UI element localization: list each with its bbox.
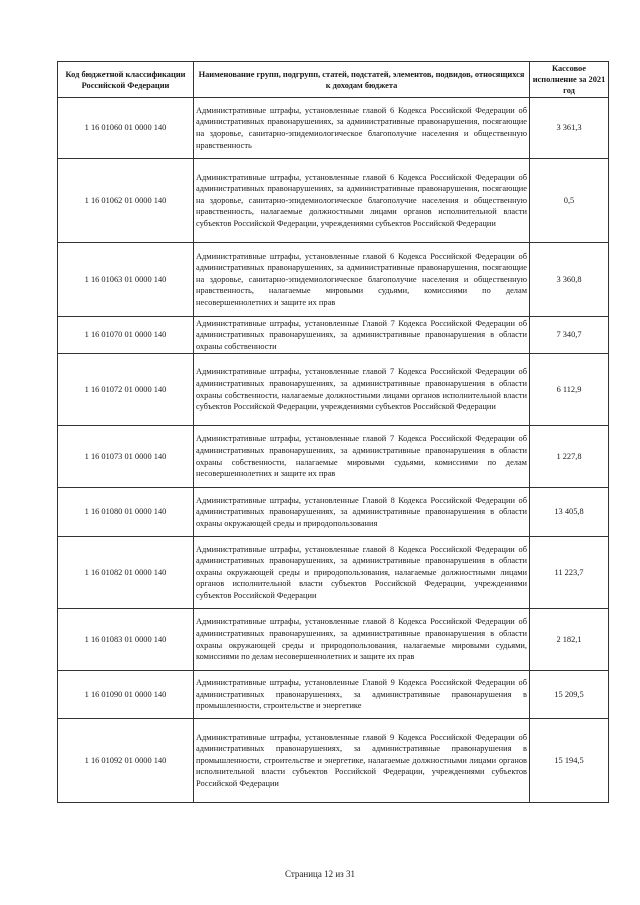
- row-code: 1 16 01082 01 0000 140: [58, 537, 194, 609]
- row-amount: 15 209,5: [530, 671, 609, 719]
- row-amount: 11 223,7: [530, 537, 609, 609]
- header-amount: Кассовое исполнение за 2021 год: [530, 62, 609, 98]
- row-name: Административные штрафы, установленные главой 6 Кодекса Российской Федерации об административных правонарушениях, за административные правонарушения, посягающие на здоровье, санитарно-эпидемиологическое благополучие населения и общественную нравственность, налагаемые мировыми судьями, комиссиями по делам несовершеннолетних и защите их прав: [194, 243, 530, 317]
- row-code: 1 16 01072 01 0000 140: [58, 354, 194, 426]
- table-row: [58, 609, 609, 671]
- row-amount: 3 360,8: [530, 243, 609, 317]
- row-amount: 7 340,7: [530, 317, 609, 354]
- budget-revenue-table: [57, 61, 609, 803]
- table-row: [58, 354, 609, 426]
- row-code: 1 16 01063 01 0000 140: [58, 243, 194, 317]
- header-code: Код бюджетной классификации Российской Федерации: [58, 62, 194, 98]
- row-name: Административные штрафы, установленные главой 7 Кодекса Российской Федерации об административных правонарушениях, за административные правонарушения в области охраны собственности, налагаемые мировыми судьями, комиссиями по делам несовершеннолетних и защите их прав: [194, 426, 530, 488]
- row-amount: 2 182,1: [530, 609, 609, 671]
- row-code: 1 16 01060 01 0000 140: [58, 98, 194, 159]
- row-code: 1 16 01073 01 0000 140: [58, 426, 194, 488]
- table-row: [58, 488, 609, 537]
- table-row: [58, 243, 609, 317]
- row-amount: 6 112,9: [530, 354, 609, 426]
- row-name: Административные штрафы, установленные Главой 8 Кодекса Российской Федерации об административных правонарушениях, за административные правонарушения в области охраны окружающей среды и природопользования: [194, 488, 530, 537]
- row-code: 1 16 01083 01 0000 140: [58, 609, 194, 671]
- row-code: 1 16 01090 01 0000 140: [58, 671, 194, 719]
- row-name: Административные штрафы, установленные главой 8 Кодекса Российской Федерации об административных правонарушениях, за административные правонарушения в области охраны окружающей среды и природопользования, налагаемые должностными лицами органов исполнительной власти субъектов Российской Федерации, учреждениями субъектов Российской Федерации: [194, 537, 530, 609]
- row-name: Административные штрафы, установленные главой 8 Кодекса Российской Федерации об административных правонарушениях, за административные правонарушения в области охраны окружающей среды и природопользования, налагаемые мировыми судьями, комиссиями по делам несовершеннолетних и защите их прав: [194, 609, 530, 671]
- table-row: [58, 98, 609, 159]
- row-amount: 15 194,5: [530, 719, 609, 803]
- header-name: Наименование групп, подгрупп, статей, подстатей, элементов, подвидов, относящихся к доходам бюджета: [194, 62, 530, 98]
- table-row: [58, 317, 609, 354]
- page-number: Страница 12 из 31: [285, 869, 355, 879]
- table-row: [58, 159, 609, 243]
- row-name: Административные штрафы, установленные главой 7 Кодекса Российской Федерации об административных правонарушениях, за административные правонарушения в области охраны собственности, налагаемые должностными лицами органов исполнительной власти субъектов Российской Федерации, учреждениями субъектов Российской Федерации: [194, 354, 530, 426]
- row-amount: 13 405,8: [530, 488, 609, 537]
- row-amount: 3 361,3: [530, 98, 609, 159]
- row-code: 1 16 01070 01 0000 140: [58, 317, 194, 354]
- row-code: 1 16 01080 01 0000 140: [58, 488, 194, 537]
- row-name: Административные штрафы, установленные Главой 7 Кодекса Российской Федерации об административных правонарушениях, за административные правонарушения в области охраны собственности: [194, 317, 530, 354]
- row-name: Административные штрафы, установленные главой 6 Кодекса Российской Федерации об административных правонарушениях, за административные правонарушения, посягающие на здоровье, санитарно-эпидемиологическое благополучие населения и общественную нравственность: [194, 98, 530, 159]
- row-name: Административные штрафы, установленные главой 9 Кодекса Российской Федерации об административных правонарушениях, за административные правонарушения в промышленности, строительстве и энергетике, налагаемые должностными лицами органов исполнительной власти субъектов Российской Федерации, учреждениями субъектов Российской Федерации: [194, 719, 530, 803]
- row-amount: 1 227,8: [530, 426, 609, 488]
- table-header-row: [58, 62, 609, 98]
- table-row: [58, 671, 609, 719]
- table-row: [58, 426, 609, 488]
- row-amount: 0,5: [530, 159, 609, 243]
- table-row: [58, 537, 609, 609]
- row-code: 1 16 01062 01 0000 140: [58, 159, 194, 243]
- table-row: [58, 719, 609, 803]
- row-name: Административные штрафы, установленные Главой 9 Кодекса Российской Федерации об административных правонарушениях, за административные правонарушения в промышленности, строительстве и энергетике: [194, 671, 530, 719]
- row-name: Административные штрафы, установленные главой 6 Кодекса Российской Федерации об административных правонарушениях, за административные правонарушения, посягающие на здоровье, санитарно-эпидемиологическое благополучие населения и общественную нравственность, налагаемые должностными лицами органов исполнительной власти субъектов Российской Федерации, учреждениями субъектов Российской Федерации: [194, 159, 530, 243]
- row-code: 1 16 01092 01 0000 140: [58, 719, 194, 803]
